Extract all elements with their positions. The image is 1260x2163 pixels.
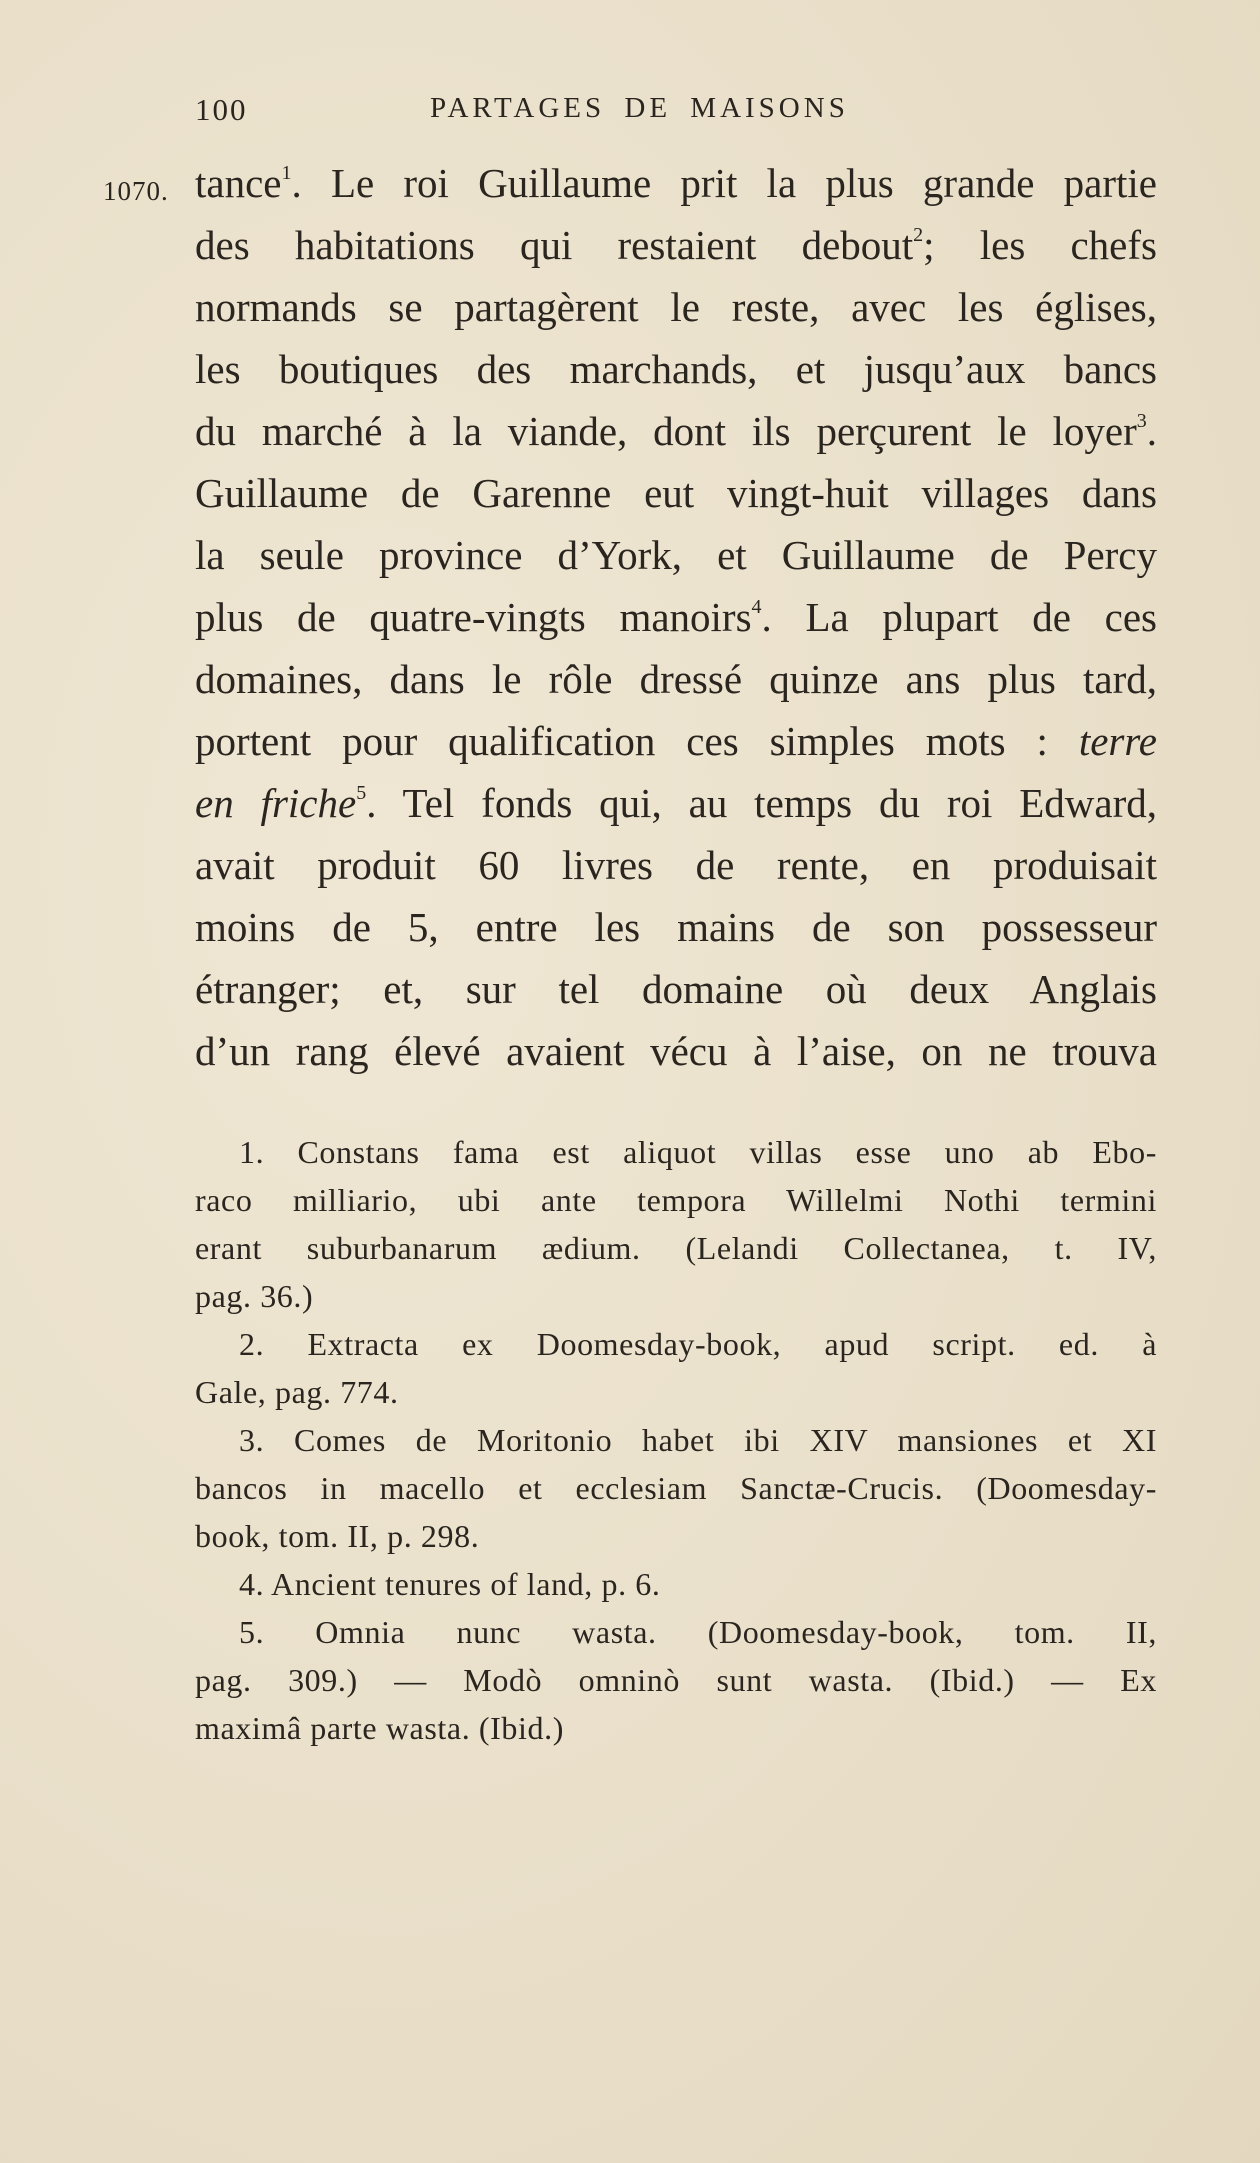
footnote-line: pag. 309.) — Modò omninò sunt wasta. (Ibid.) — Ex xyxy=(195,1662,1157,1698)
text-run: du marché à la viande, dont ils perçurent le loyer xyxy=(195,408,1137,454)
footnote-marker: 3 xyxy=(1136,410,1147,432)
main-text-line xyxy=(195,586,1157,648)
main-text-line xyxy=(195,648,1157,710)
text-run: plus de quatre-vingts manoirs xyxy=(195,594,752,640)
footnote-line: 3. Comes de Moritonio habet ibi XIV mansiones et XI xyxy=(239,1422,1157,1458)
footnote-line: raco milliario, ubi ante tempora Willelmi Nothi termini xyxy=(195,1182,1157,1218)
italic-text: terre xyxy=(1078,718,1157,764)
text-run: les boutiques des marchands, et jusqu’aux bancs xyxy=(195,346,1157,392)
footnote-line: bancos in macello et ecclesiam Sanctæ-Crucis. (Doomesday- xyxy=(195,1470,1157,1506)
text-run: des habitations qui restaient debout xyxy=(195,222,914,268)
footnote-line: book, tom. II, p. 298. xyxy=(195,1518,480,1554)
text-run: avait produit 60 livres de rente, en produisait xyxy=(195,842,1157,888)
main-text-line xyxy=(195,896,1157,958)
main-text-line xyxy=(195,276,1157,338)
running-title: PARTAGES DE MAISONS xyxy=(430,92,849,124)
footnote-line: pag. 36.) xyxy=(195,1278,314,1314)
footnote-line: 1. Constans fama est aliquot villas esse uno ab Ebo- xyxy=(239,1134,1157,1170)
text-run: . xyxy=(1146,408,1157,454)
footnotes-block xyxy=(195,1128,1157,1752)
text-run: normands se partagèrent le reste, avec les églises, xyxy=(195,284,1157,330)
main-text-line xyxy=(195,524,1157,586)
main-text-line xyxy=(195,152,1157,214)
main-text-line xyxy=(195,834,1157,896)
margin-year-note: 1070. xyxy=(103,176,169,206)
text-run: Guillaume de Garenne eut vingt-huit villages dans xyxy=(195,470,1157,516)
text-run: étranger; et, sur tel domaine où deux Anglais xyxy=(195,966,1157,1012)
italic-text: en friche xyxy=(195,780,357,826)
footnote-line: 5. Omnia nunc wasta. (Doomesday-book, tom. II, xyxy=(239,1614,1157,1650)
text-run: la seule province d’York, et Guillaume de Percy xyxy=(195,532,1157,578)
main-text-line xyxy=(195,772,1157,834)
text-run: moins de 5, entre les mains de son possesseur xyxy=(195,904,1157,950)
main-text-line xyxy=(195,338,1157,400)
main-text-line xyxy=(195,1020,1157,1082)
footnote-marker: 5 xyxy=(356,782,367,804)
text-run: . Tel fonds qui, au temps du roi Edward, xyxy=(366,780,1157,826)
text-run: d’un rang élevé avaient vécu à l’aise, on ne trouva xyxy=(195,1028,1157,1074)
main-text-line xyxy=(195,958,1157,1020)
text-run: . La plupart de ces xyxy=(761,594,1157,640)
text-run: tance xyxy=(195,160,282,206)
running-head xyxy=(195,92,1155,132)
main-text-block xyxy=(195,152,1157,1082)
text-run: domaines, dans le rôle dressé quinze ans plus tard, xyxy=(195,656,1157,702)
footnote-line: 2. Extracta ex Doomesday-book, apud script. ed. à xyxy=(239,1326,1157,1362)
main-text-line xyxy=(195,214,1157,276)
footnote-line: erant suburbanarum ædium. (Lelandi Collectanea, t. IV, xyxy=(195,1230,1157,1266)
footnote-marker: 4 xyxy=(751,596,762,618)
page-number: 100 xyxy=(195,92,248,127)
footnote-line: Gale, pag. 774. xyxy=(195,1374,399,1410)
footnote-line: 4. Ancient tenures of land, p. 6. xyxy=(239,1566,661,1602)
main-text-line xyxy=(195,462,1157,524)
main-text-line xyxy=(195,400,1157,462)
footnote-line: maximâ parte wasta. (Ibid.) xyxy=(195,1710,564,1746)
footnote-marker: 1 xyxy=(281,162,292,184)
text-run: . Le roi Guillaume prit la plus grande partie xyxy=(291,160,1157,206)
text-run: portent pour qualification ces simples mots : xyxy=(195,718,1079,764)
footnote-marker: 2 xyxy=(913,224,924,246)
main-text-line xyxy=(195,710,1157,772)
text-run: ; les chefs xyxy=(923,222,1157,268)
